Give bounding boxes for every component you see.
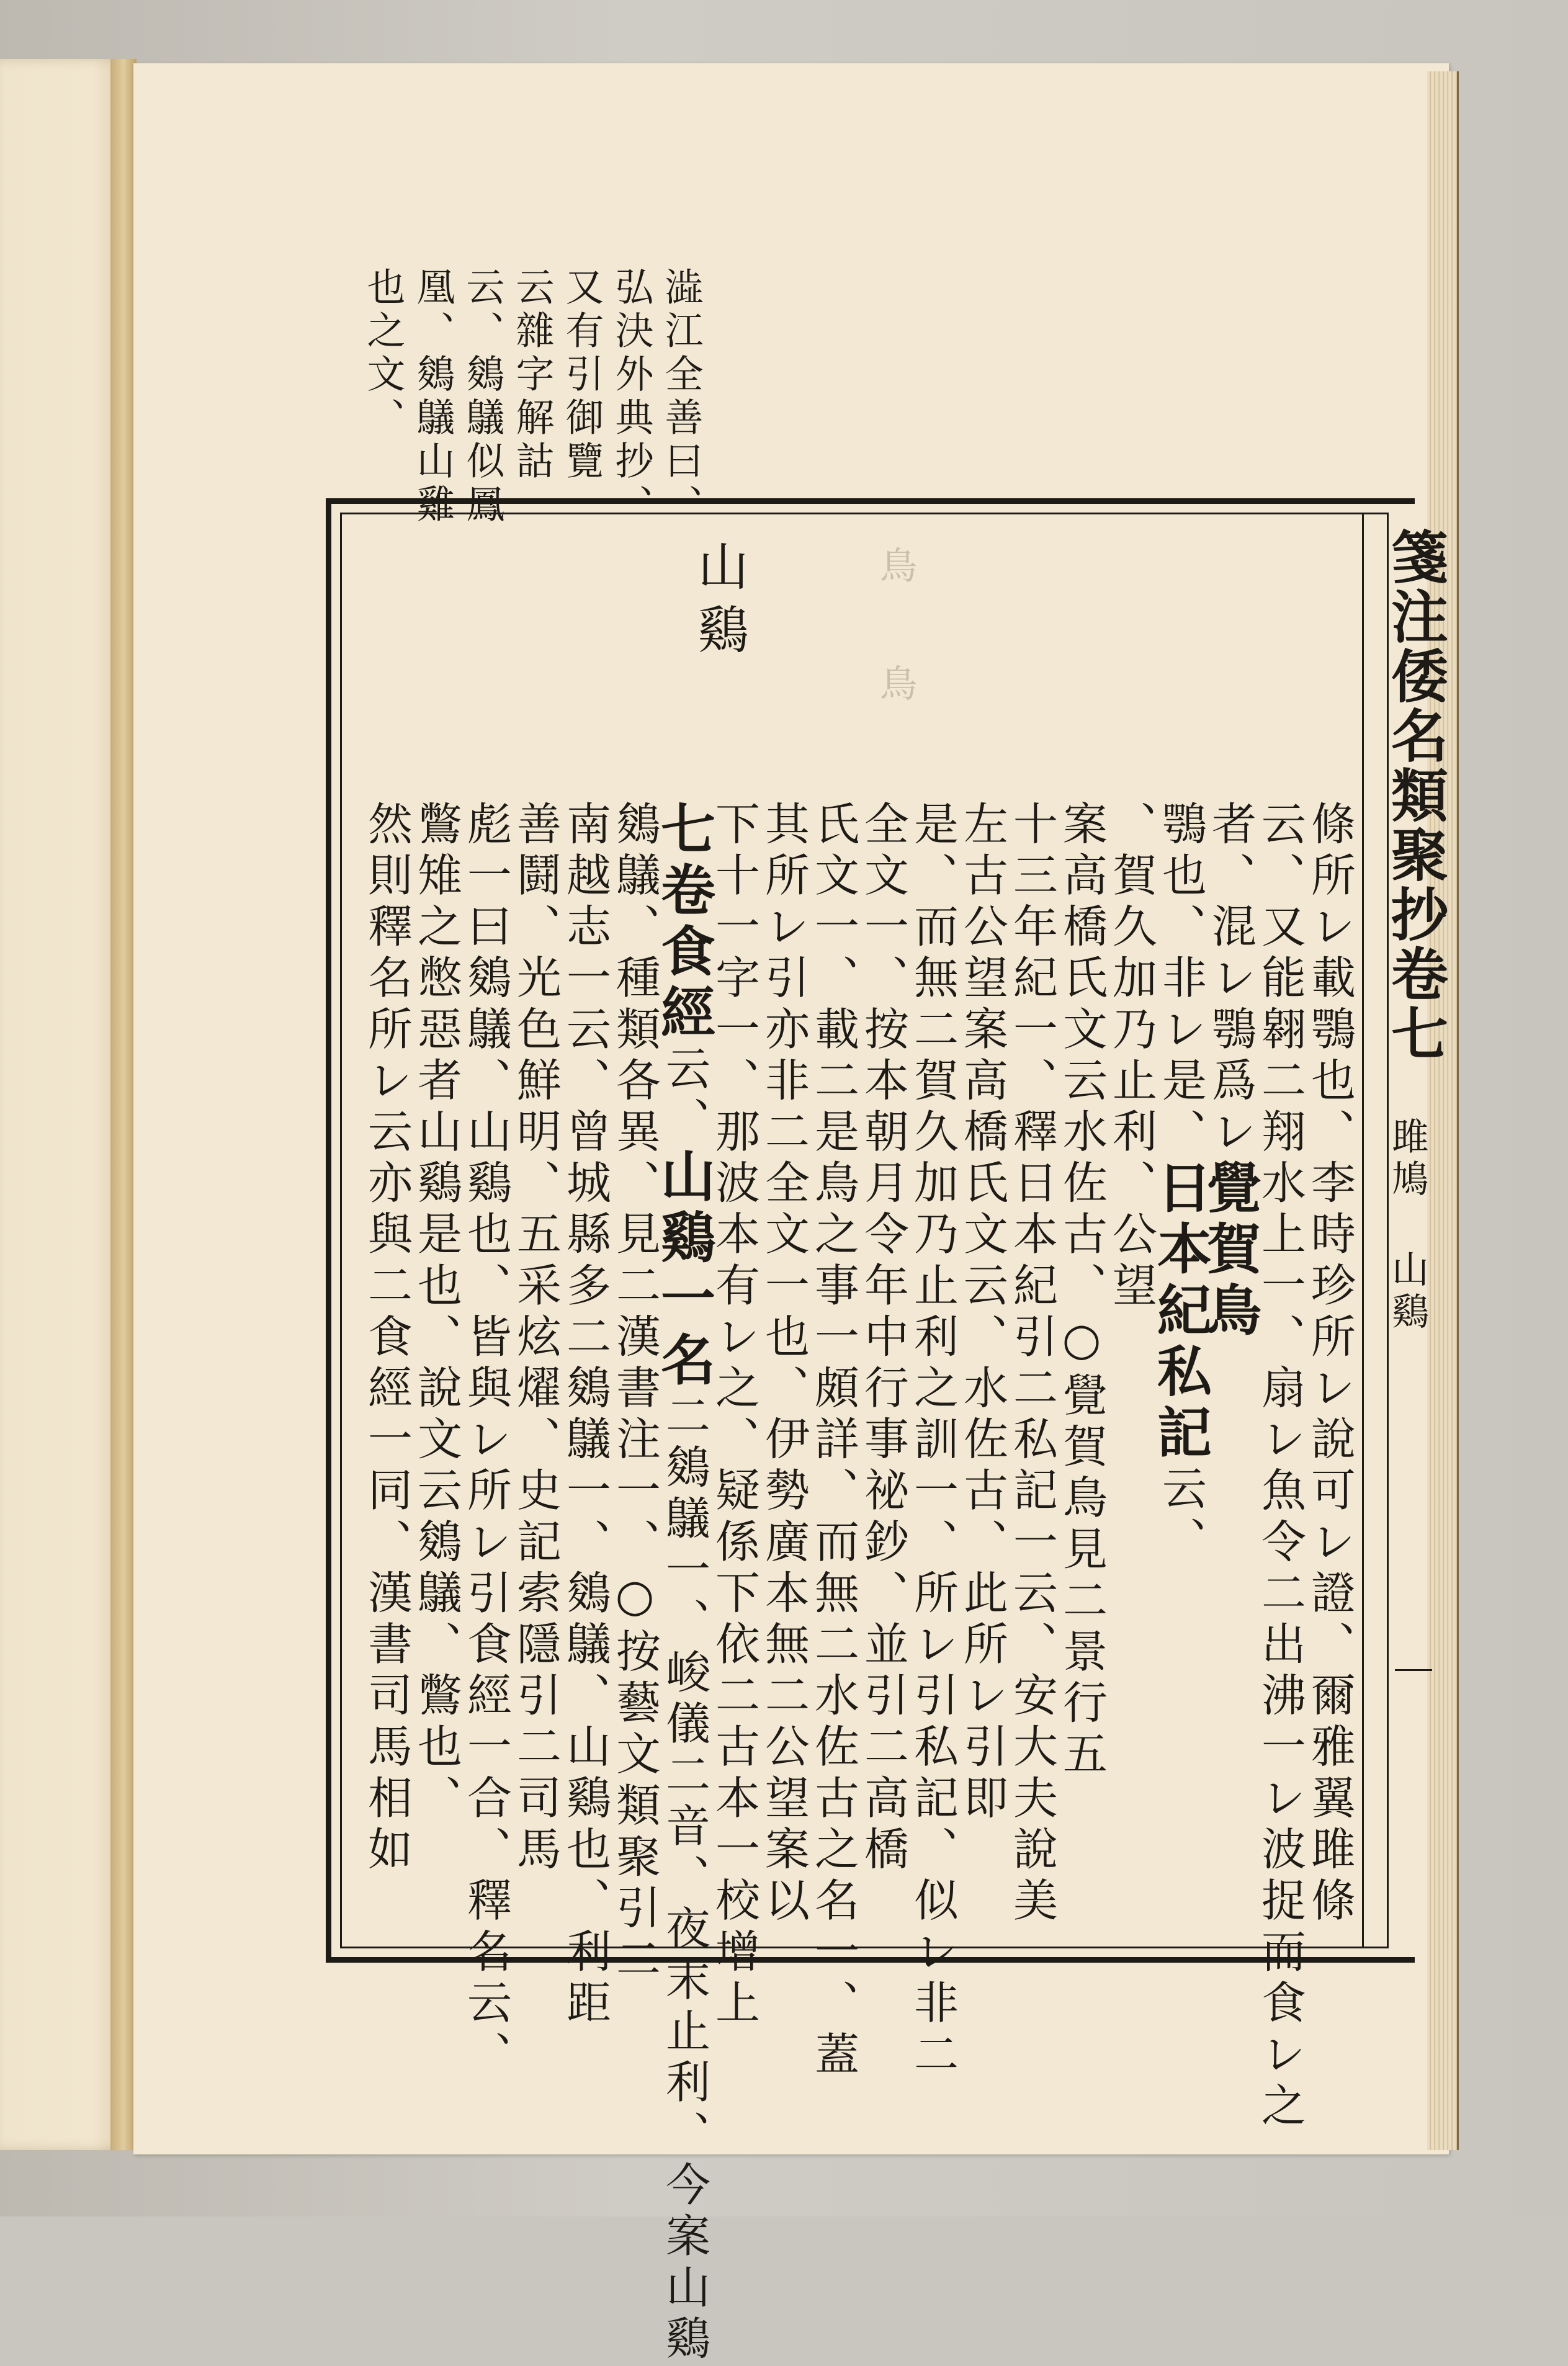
emphasis-text: 山鷄一名 — [652, 1147, 717, 1393]
body-column: 案高橋氏文云水佐古、○覺賀鳥見二景行五 — [1055, 800, 1108, 1782]
body-text: 二鵕鸃一、峻儀二音、夜末止利、今案山鷄 — [658, 1392, 710, 2366]
body-column: 善鬪、光色鮮明、五采炫燿、史記索隱引二司馬 — [509, 800, 562, 1877]
top-note-col: 凰、鵕鸃山雞 — [410, 267, 455, 527]
body-column: 氏文一、載二是鳥之事一頗詳、而無二水佐古之名一、蓋 — [807, 800, 859, 2082]
body-text: 者、混レ鶚爲レ — [1204, 800, 1257, 1160]
top-note-col: 也之文、 — [361, 267, 406, 441]
body-column: 彪一曰鵕鸃、山鷄也、皆與レ所レ引食經一合、釋名云、 — [460, 800, 512, 2082]
section-label: 雎鳩 山鷄 — [1386, 1117, 1429, 1334]
body-text: 鶚也、非レ是、 — [1155, 800, 1207, 1160]
emphasis-text: 日本紀私記 — [1149, 1159, 1213, 1466]
body-column: 云、又能翱二翔水上一、扇レ魚令二出沸一レ波捉而食レ之 — [1254, 800, 1306, 2133]
top-note-col: 又有引御覽 — [559, 267, 604, 484]
body-column: 左古公望案高橋氏文云、水佐古、此所レ引即 — [956, 800, 1008, 1826]
body-column: 十三年紀一、釋日本紀引二私記一云、安大夫說美 — [1006, 800, 1058, 1929]
body-column: 全文一、按本朝月令年中行事祕鈔、並引二高橋 — [857, 800, 909, 1877]
body-column: 其所レ引亦非二全文一也、伊勢廣本無二公望案以 — [758, 800, 810, 1929]
page-edges — [1427, 71, 1459, 2150]
body-column: 下十一字一、那波本有レ之、疑係下依二古本一校增上 — [708, 800, 760, 2031]
body-column: 南越志一云、曾城縣多二鵕鸃一、鵕鸃、山鷄也、利距 — [559, 800, 611, 2031]
emphasis-text: 覺賀鳥 — [1198, 1159, 1263, 1343]
body-column: 鵕鸃、種類各異、見二漢書注一、○按藝文類聚引二 — [609, 800, 661, 1987]
top-note-col: 弘決外典抄、 — [609, 267, 654, 527]
faint-show-through: 鳥 鳥 — [874, 546, 917, 720]
body-column-mixed — [1198, 800, 1263, 1343]
header-rule — [1362, 513, 1364, 1948]
body-column: 然則釋名所レ云亦與二食經一同、漢書司馬相如 — [361, 800, 413, 1877]
body-column: 鷩雉之憋惡者山鷄是也、說文云鵕鸃、鷩也、 — [410, 800, 462, 1826]
top-note-col: 云、鵕鸃似鳳 — [460, 267, 505, 527]
body-column-mixed — [1106, 800, 1156, 1313]
body-text: 云、 — [1155, 1465, 1207, 1568]
body-text: 、賀久加乃止利、公望 — [1105, 800, 1157, 1313]
body-column-mixed — [652, 800, 717, 2366]
top-note-col: 澁江全善曰、 — [658, 267, 704, 527]
body-column-mixed — [1149, 800, 1213, 1568]
book-gutter — [110, 59, 137, 2150]
body-column: 條所レ載鶚也、李時珍所レ說可レ證、爾雅翼雎條 — [1304, 800, 1356, 1929]
emphasis-text: 七卷食經 — [652, 800, 717, 1046]
entry-heading: 山鷄 — [689, 540, 748, 666]
body-text: 云、 — [658, 1045, 710, 1148]
body-column: 是、而無二賀久加乃止利之訓一、所レ引私記、似レ非二 — [907, 800, 959, 2082]
book-title: 箋注倭名類聚抄卷七 — [1382, 527, 1449, 1064]
top-note-col: 云雜字解詁 — [509, 267, 555, 484]
fold-mark — [1395, 1669, 1432, 1671]
